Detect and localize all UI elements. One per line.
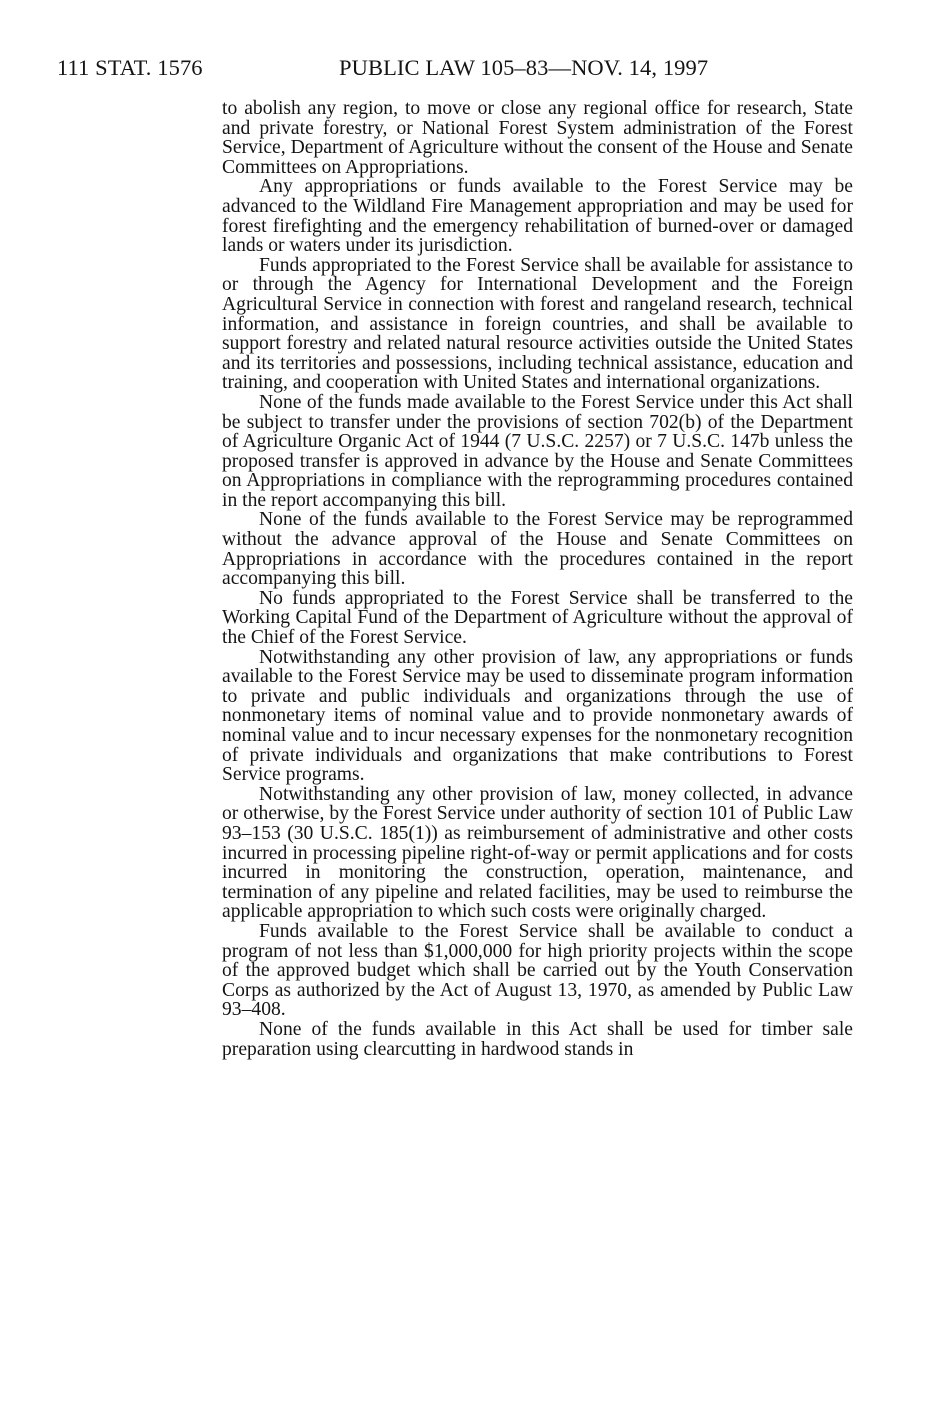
paragraph: No funds appropriated to the Forest Service shall be transferred to the Working Capital Fund of the Department of Agriculture without the approval of the Chief of the Forest Service. [222, 587, 853, 649]
page-header [57, 53, 747, 83]
paragraph: Notwithstanding any other provision of law, any appropriations or funds available to the Forest Service may be used to disseminate program information to private and public individuals and organizations through the use of nonmonetary items of nominal value and to provide nonmonetary awards of nominal value and to incur necessary expenses for the nonmonetary recognition of private individuals and organizations that make contributions to Forest Service programs. [222, 646, 853, 786]
paragraph: None of the funds available in this Act shall be used for timber sale preparation using clearcutting in hardwood stands in [222, 1018, 853, 1060]
statute-page-number: 111 STAT. 1576 [57, 55, 203, 80]
public-law-citation: PUBLIC LAW 105–83—NOV. 14, 1997 [339, 55, 709, 80]
document-body [222, 99, 853, 1059]
paragraph-continuation: to abolish any region, to move or close any regional office for research, State and private forestry, or National Forest System administration of the Forest Service, Department of Agriculture without the consent of the House and Senate Committees on Appropriations. [222, 98, 853, 178]
paragraph: None of the funds available to the Forest Service may be reprogrammed without the advance approval of the House and Senate Committees on Appropriations in accordance with the procedures contained in the report accompanying this bill. [222, 509, 853, 590]
paragraph: Funds available to the Forest Service shall be available to conduct a program of not less than $1,000,000 for high priority projects within the scope of the approved budget which shall be carried out by the Youth Conservation Corps as authorized by the Act of August 13, 1970, as amended by Public Law 93–408. [222, 920, 853, 1021]
paragraph: Notwithstanding any other provision of law, money collected, in advance or otherwise, by the Forest Service under authority of section 101 of Public Law 93–153 (30 U.S.C. 185(1)) as reimbursement of administrative and other costs incurred in processing pipeline right-of-way or permit applications and for costs incurred in monitoring the construction, operation, maintenance, and termination of any pipeline and related facilities, may be used to reimburse the applicable appropriation to which such costs were originally charged. [222, 783, 853, 923]
paragraph: Any appropriations or funds available to the Forest Service may be advanced to the Wildland Fire Management appropriation and may be used for forest firefighting and the emergency rehabilitation of burned-over or damaged lands or waters under its jurisdiction. [222, 176, 853, 257]
paragraph: Funds appropriated to the Forest Service shall be available for assistance to or through the Agency for International Development and the Foreign Agricultural Service in connection with forest and rangeland research, technical information, and assistance in foreign countries, and shall be available to support forestry and related natural resource activities outside the United States and its territories and possessions, including technical assistance, education and training, and cooperation with United States and international organizations. [222, 254, 853, 394]
paragraph: None of the funds made available to the Forest Service under this Act shall be subject to transfer under the provisions of section 702(b) of the Department of Agriculture Organic Act of 1944 (7 U.S.C. 2257) or 7 U.S.C. 147b unless the proposed transfer is approved in advance by the House and Senate Committees on Appropriations in compliance with the reprogramming procedures contained in the report accompanying this bill. [222, 391, 853, 511]
